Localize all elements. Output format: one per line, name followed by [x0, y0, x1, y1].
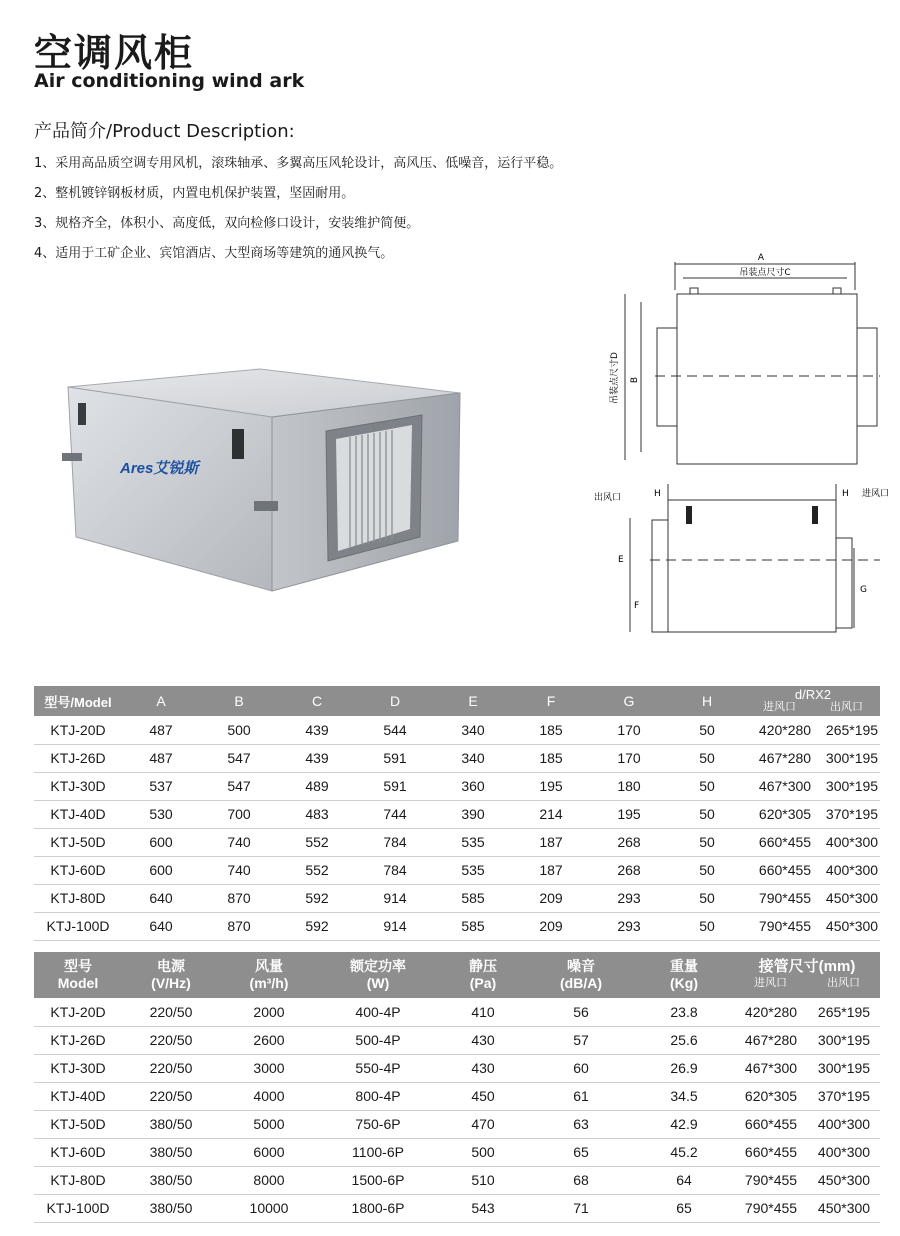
header-cn: 噪音 [567, 958, 595, 974]
table-cell: 50 [668, 716, 746, 744]
table-cell: 544 [356, 716, 434, 744]
table-cell: KTJ-40D [34, 1082, 122, 1110]
performance-table-body [34, 998, 880, 1222]
header-en: (Pa) [469, 975, 497, 991]
table-row [34, 1026, 880, 1054]
dx-inlet: 进风口 [763, 701, 796, 713]
table-cell: 592 [278, 912, 356, 940]
header-cn: 重量 [670, 958, 698, 974]
table-cell: 400*300 [824, 856, 880, 884]
table-cell: 1500-6P [318, 1166, 438, 1194]
table-cell: 537 [122, 772, 200, 800]
col-b: B [200, 686, 278, 716]
table-cell: KTJ-30D [34, 772, 122, 800]
table-cell: 420*280 [746, 716, 824, 744]
col-weight [634, 952, 734, 998]
table-cell: 500 [438, 1138, 528, 1166]
table-cell: 195 [590, 800, 668, 828]
table-cell: 450 [438, 1082, 528, 1110]
inlet-label: 进风口 [862, 489, 890, 499]
pipe-header: 接管尺寸(mm) [758, 958, 856, 975]
description-item: 3、规格齐全，体积小、高度低，双向检修口设计，安装维护简便。 [34, 216, 420, 231]
header-en: (dB/A) [560, 975, 602, 991]
table-cell: 10000 [220, 1194, 318, 1222]
col-pipe-size [734, 952, 880, 998]
table-cell: 220/50 [122, 1082, 220, 1110]
table-cell: 300*195 [824, 744, 880, 772]
table-cell: KTJ-26D [34, 744, 122, 772]
description-item: 2、整机镀锌钢板材质，内置电机保护装置，坚固耐用。 [34, 186, 355, 201]
table-cell: 450*300 [808, 1166, 880, 1194]
table-cell: 500 [200, 716, 278, 744]
col-g: G [590, 686, 668, 716]
pipe-outlet: 出风口 [827, 977, 860, 989]
table-cell: 467*300 [746, 772, 824, 800]
table-row [34, 1138, 880, 1166]
table-cell: 187 [512, 828, 590, 856]
table-cell: 585 [434, 884, 512, 912]
header-cn: 风量 [255, 958, 283, 974]
table-cell: 467*280 [746, 744, 824, 772]
table-cell: 185 [512, 716, 590, 744]
table-cell: 439 [278, 744, 356, 772]
table-row [34, 1082, 880, 1110]
table-cell: 300*195 [824, 772, 880, 800]
table-cell: 64 [634, 1166, 734, 1194]
col-static-pressure [438, 952, 528, 998]
table-cell: 71 [528, 1194, 634, 1222]
table-cell: 487 [122, 744, 200, 772]
table-cell: 784 [356, 856, 434, 884]
table-cell: 50 [668, 884, 746, 912]
table-cell: KTJ-60D [34, 1138, 122, 1166]
table-cell: 187 [512, 856, 590, 884]
table-cell: KTJ-20D [34, 998, 122, 1026]
table-cell: 380/50 [122, 1194, 220, 1222]
table-cell: KTJ-60D [34, 856, 122, 884]
table-cell: 45.2 [634, 1138, 734, 1166]
col-h: H [668, 686, 746, 716]
col-a: A [122, 686, 200, 716]
table-cell: 552 [278, 856, 356, 884]
table-cell: KTJ-30D [34, 1054, 122, 1082]
dim-b-label: B [630, 376, 640, 384]
table-cell: 300*195 [808, 1054, 880, 1082]
table-cell: 487 [122, 716, 200, 744]
side-view-drawing [590, 478, 890, 640]
table-row [34, 884, 880, 912]
table-row [34, 912, 880, 940]
table-cell: 195 [512, 772, 590, 800]
table-cell: 293 [590, 884, 668, 912]
table-cell: 535 [434, 828, 512, 856]
performance-table [34, 952, 880, 1223]
table-row [34, 772, 880, 800]
col-model [34, 952, 122, 998]
table-cell: 380/50 [122, 1138, 220, 1166]
table-cell: 26.9 [634, 1054, 734, 1082]
table-cell: KTJ-80D [34, 1166, 122, 1194]
table-cell: 914 [356, 912, 434, 940]
table-cell: 790*455 [734, 1166, 808, 1194]
table-cell: 700 [200, 800, 278, 828]
table-cell: 790*455 [746, 884, 824, 912]
table-cell: 2600 [220, 1026, 318, 1054]
table-cell: 870 [200, 912, 278, 940]
table-cell: 1100-6P [318, 1138, 438, 1166]
table-cell: 380/50 [122, 1166, 220, 1194]
dx-header: d/RX2 [794, 687, 832, 702]
table-row [34, 1166, 880, 1194]
table-cell: 360 [434, 772, 512, 800]
table-cell: 214 [512, 800, 590, 828]
table-cell: 293 [590, 912, 668, 940]
table-row [34, 856, 880, 884]
table-cell: 65 [634, 1194, 734, 1222]
table-row [34, 716, 880, 744]
dim-e-label: E [618, 555, 624, 565]
table-cell: 750-6P [318, 1110, 438, 1138]
table-cell: KTJ-26D [34, 1026, 122, 1054]
table-cell: 660*455 [734, 1110, 808, 1138]
table-cell: 400*300 [808, 1138, 880, 1166]
dim-f-label: F [634, 601, 640, 611]
table-cell: KTJ-100D [34, 1194, 122, 1222]
table-cell: 500-4P [318, 1026, 438, 1054]
table-cell: 170 [590, 744, 668, 772]
table-cell: 50 [668, 912, 746, 940]
table-cell: 744 [356, 800, 434, 828]
table-cell: 740 [200, 828, 278, 856]
table-cell: 5000 [220, 1110, 318, 1138]
top-view-drawing [595, 250, 885, 470]
table-cell: 390 [434, 800, 512, 828]
table-cell: KTJ-50D [34, 828, 122, 856]
table-cell: 784 [356, 828, 434, 856]
table-cell: 265*195 [824, 716, 880, 744]
table-cell: 740 [200, 856, 278, 884]
table-cell: 34.5 [634, 1082, 734, 1110]
table-cell: 25.6 [634, 1026, 734, 1054]
table-cell: 57 [528, 1026, 634, 1054]
dx-subheaders [746, 701, 880, 714]
header-en: (W) [366, 975, 390, 991]
table-cell: 530 [122, 800, 200, 828]
table-row [34, 1110, 880, 1138]
table-cell: 547 [200, 744, 278, 772]
table-cell: 268 [590, 828, 668, 856]
table-row [34, 800, 880, 828]
col-noise [528, 952, 634, 998]
table-cell: 410 [438, 998, 528, 1026]
table-cell: 370*195 [824, 800, 880, 828]
table-cell: 340 [434, 716, 512, 744]
table-cell: 380/50 [122, 1110, 220, 1138]
dim-a-label: A [757, 253, 765, 263]
table-cell: 470 [438, 1110, 528, 1138]
header-cn: 型号 [64, 958, 92, 974]
table-cell: 300*195 [808, 1026, 880, 1054]
table-cell: 640 [122, 884, 200, 912]
pipe-subheaders [734, 975, 880, 992]
dim-h-left-label: H [654, 489, 661, 499]
table-cell: 620*305 [734, 1082, 808, 1110]
header-cn: 静压 [469, 958, 497, 974]
table-row [34, 1194, 880, 1222]
table-cell: KTJ-20D [34, 716, 122, 744]
table-row [34, 828, 880, 856]
table-cell: 61 [528, 1082, 634, 1110]
col-rated-power [318, 952, 438, 998]
table-cell: 430 [438, 1026, 528, 1054]
table-cell: 800-4P [318, 1082, 438, 1110]
table-cell: 209 [512, 912, 590, 940]
table-cell: 510 [438, 1166, 528, 1194]
table-cell: 63 [528, 1110, 634, 1138]
table-cell: 420*280 [734, 998, 808, 1026]
table-cell: 220/50 [122, 1026, 220, 1054]
table-cell: 790*455 [734, 1194, 808, 1222]
table-cell: 535 [434, 856, 512, 884]
table-cell: 220/50 [122, 998, 220, 1026]
table-cell: 180 [590, 772, 668, 800]
table-header-row [34, 686, 880, 716]
table-cell: 450*300 [808, 1194, 880, 1222]
table-cell: 620*305 [746, 800, 824, 828]
table-cell: 60 [528, 1054, 634, 1082]
page-title: 空调风柜 [34, 31, 195, 75]
description-item: 1、采用高品质空调专用风机，滚珠轴承、多翼高压风轮设计，高风压、低噪音，运行平稳。 [34, 156, 563, 171]
table-cell: 450*300 [824, 912, 880, 940]
table-cell: 591 [356, 744, 434, 772]
table-cell: 185 [512, 744, 590, 772]
table-cell: 870 [200, 884, 278, 912]
table-cell: 220/50 [122, 1054, 220, 1082]
dimensions-table-body [34, 716, 880, 940]
header-en: Model [57, 975, 99, 991]
description-item: 4、适用于工矿企业、宾馆酒店、大型商场等建筑的通风换气。 [34, 246, 394, 261]
col-d: D [356, 686, 434, 716]
table-cell: 585 [434, 912, 512, 940]
col-power-supply [122, 952, 220, 998]
table-cell: 8000 [220, 1166, 318, 1194]
table-cell: 23.8 [634, 998, 734, 1026]
table-cell: 660*455 [746, 856, 824, 884]
table-cell: 50 [668, 744, 746, 772]
table-cell: 592 [278, 884, 356, 912]
table-cell: 42.9 [634, 1110, 734, 1138]
header-cn: 电源 [157, 958, 185, 974]
table-cell: 50 [668, 856, 746, 884]
col-airflow [220, 952, 318, 998]
table-cell: 340 [434, 744, 512, 772]
table-cell: 170 [590, 716, 668, 744]
table-cell: 400-4P [318, 998, 438, 1026]
table-cell: 660*455 [734, 1138, 808, 1166]
table-cell: 467*300 [734, 1054, 808, 1082]
outlet-label: 出风口 [594, 493, 622, 503]
table-cell: 268 [590, 856, 668, 884]
table-cell: 591 [356, 772, 434, 800]
table-cell: 370*195 [808, 1082, 880, 1110]
table-cell: 450*300 [824, 884, 880, 912]
page-subtitle: Air conditioning wind ark [34, 70, 305, 92]
dimensions-table [34, 686, 880, 941]
table-cell: 552 [278, 828, 356, 856]
table-cell: 56 [528, 998, 634, 1026]
pipe-inlet: 进风口 [754, 977, 787, 989]
table-cell: 439 [278, 716, 356, 744]
table-row [34, 1054, 880, 1082]
header-en: (m³/h) [249, 975, 289, 991]
table-cell: 547 [200, 772, 278, 800]
table-cell: KTJ-40D [34, 800, 122, 828]
header-en: (Kg) [670, 975, 698, 991]
table-cell: 4000 [220, 1082, 318, 1110]
table-cell: 914 [356, 884, 434, 912]
table-cell: 65 [528, 1138, 634, 1166]
description-heading: 产品简介/Product Description: [34, 121, 295, 142]
table-cell: KTJ-80D [34, 884, 122, 912]
table-cell: 467*280 [734, 1026, 808, 1054]
dim-h-right-label: H [842, 489, 849, 499]
table-row [34, 744, 880, 772]
table-cell: 640 [122, 912, 200, 940]
table-cell: 550-4P [318, 1054, 438, 1082]
dim-g-label: G [860, 585, 867, 595]
table-cell: 209 [512, 884, 590, 912]
col-e: E [434, 686, 512, 716]
table-cell: 483 [278, 800, 356, 828]
table-row [34, 998, 880, 1026]
table-cell: 600 [122, 856, 200, 884]
table-cell: 430 [438, 1054, 528, 1082]
table-cell: 50 [668, 772, 746, 800]
col-dx [746, 686, 880, 716]
col-model: 型号/Model [34, 686, 122, 716]
table-cell: 489 [278, 772, 356, 800]
table-cell: 1800-6P [318, 1194, 438, 1222]
table-cell: 3000 [220, 1054, 318, 1082]
table-cell: 660*455 [746, 828, 824, 856]
dim-c-label: 吊装点尺寸C [739, 268, 791, 278]
col-c: C [278, 686, 356, 716]
table-cell: 600 [122, 828, 200, 856]
table-cell: 50 [668, 800, 746, 828]
table-cell: 50 [668, 828, 746, 856]
product-image [50, 365, 470, 595]
table-cell: 790*455 [746, 912, 824, 940]
table-cell: KTJ-100D [34, 912, 122, 940]
header-en: (V/Hz) [151, 975, 191, 991]
dx-outlet: 出风口 [830, 701, 863, 713]
table-cell: 400*300 [824, 828, 880, 856]
table-cell: KTJ-50D [34, 1110, 122, 1138]
table-cell: 265*195 [808, 998, 880, 1026]
col-f: F [512, 686, 590, 716]
table-cell: 2000 [220, 998, 318, 1026]
header-cn: 额定功率 [350, 958, 406, 974]
table-header-row [34, 952, 880, 998]
table-cell: 6000 [220, 1138, 318, 1166]
product-logo: Ares艾锐斯 [120, 460, 199, 477]
table-cell: 400*300 [808, 1110, 880, 1138]
table-cell: 543 [438, 1194, 528, 1222]
table-cell: 68 [528, 1166, 634, 1194]
dim-d-label: 吊装点尺寸D [610, 352, 620, 404]
